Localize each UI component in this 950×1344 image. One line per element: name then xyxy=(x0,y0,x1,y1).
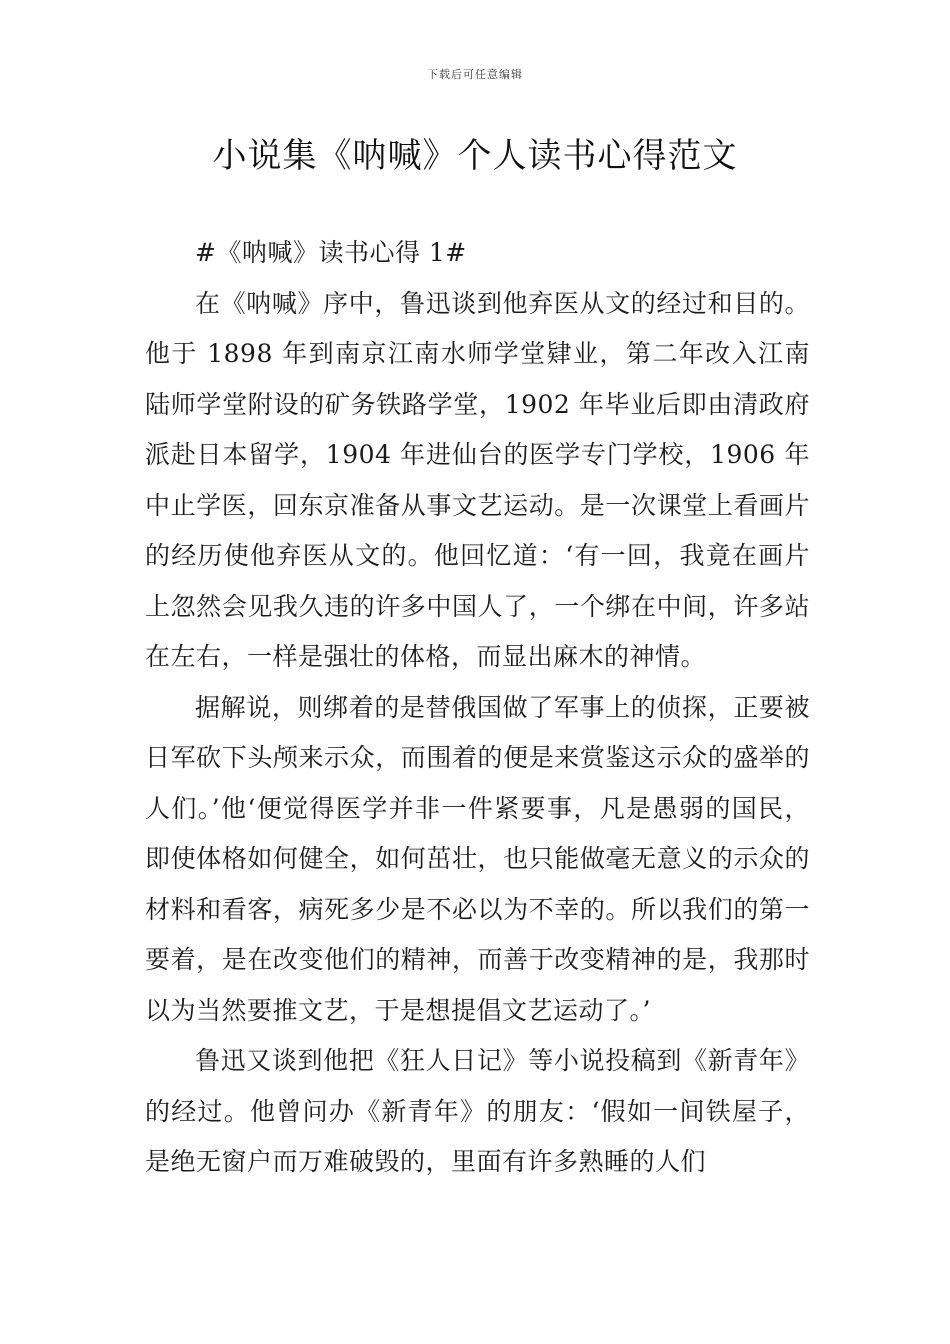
header-note: 下载后可任意编辑 xyxy=(427,68,523,81)
paragraph-2: 据解说，则绑着的是替俄国做了军事上的侦探，正要被日军砍下头颅来示众，而围着的便是来赏鉴这示众的盛举的人们。’他‘便觉得医学并非一件紧要事，凡是愚弱的国民，即使体格如何健全，如何茁壮，也只能做毫无意义的示众的材料和看客，病死多少是不必以为不幸的。所以我们的第一要着，是在改变他们的精神，而善于改变精神的是，我那时以为当然要推文艺，于是想提倡文艺运动了。’ xyxy=(145,692,810,1025)
paragraph-3: 鲁迅又谈到他把《狂人日记》等小说投稿到《新青年》的经过。他曾问办《新青年》的朋友：‘假如一间铁屋子，是绝无窗户而万难破毁的，里面有许多熟睡的人们 xyxy=(145,1046,810,1176)
document-body xyxy=(145,228,810,1188)
document-title: 小说集《呐喊》个人读书心得范文 xyxy=(212,136,738,176)
paragraph-1: 在《呐喊》序中，鲁迅谈到他弃医从文的经过和目的。他于 1898 年到南京江南水师学堂肄业，第二年改入江南陆师学堂附设的矿务铁路学堂，1902 年毕业后即由清政府派赴日本留学，1904 年进仙台的医学专门学校，1906 年中止学医，回东京准备从事文艺运动。是一次课堂上看画片的经历使他弃医从文的。他回忆道：‘有一回，我竟在画片上忽然会见我久违的许多中国人了，一个绑在中间，许多站在左右，一样是强壮的体格，而显出麻木的神情。 xyxy=(145,288,810,671)
section-heading: #《呐喊》读书心得 1# xyxy=(195,238,467,267)
